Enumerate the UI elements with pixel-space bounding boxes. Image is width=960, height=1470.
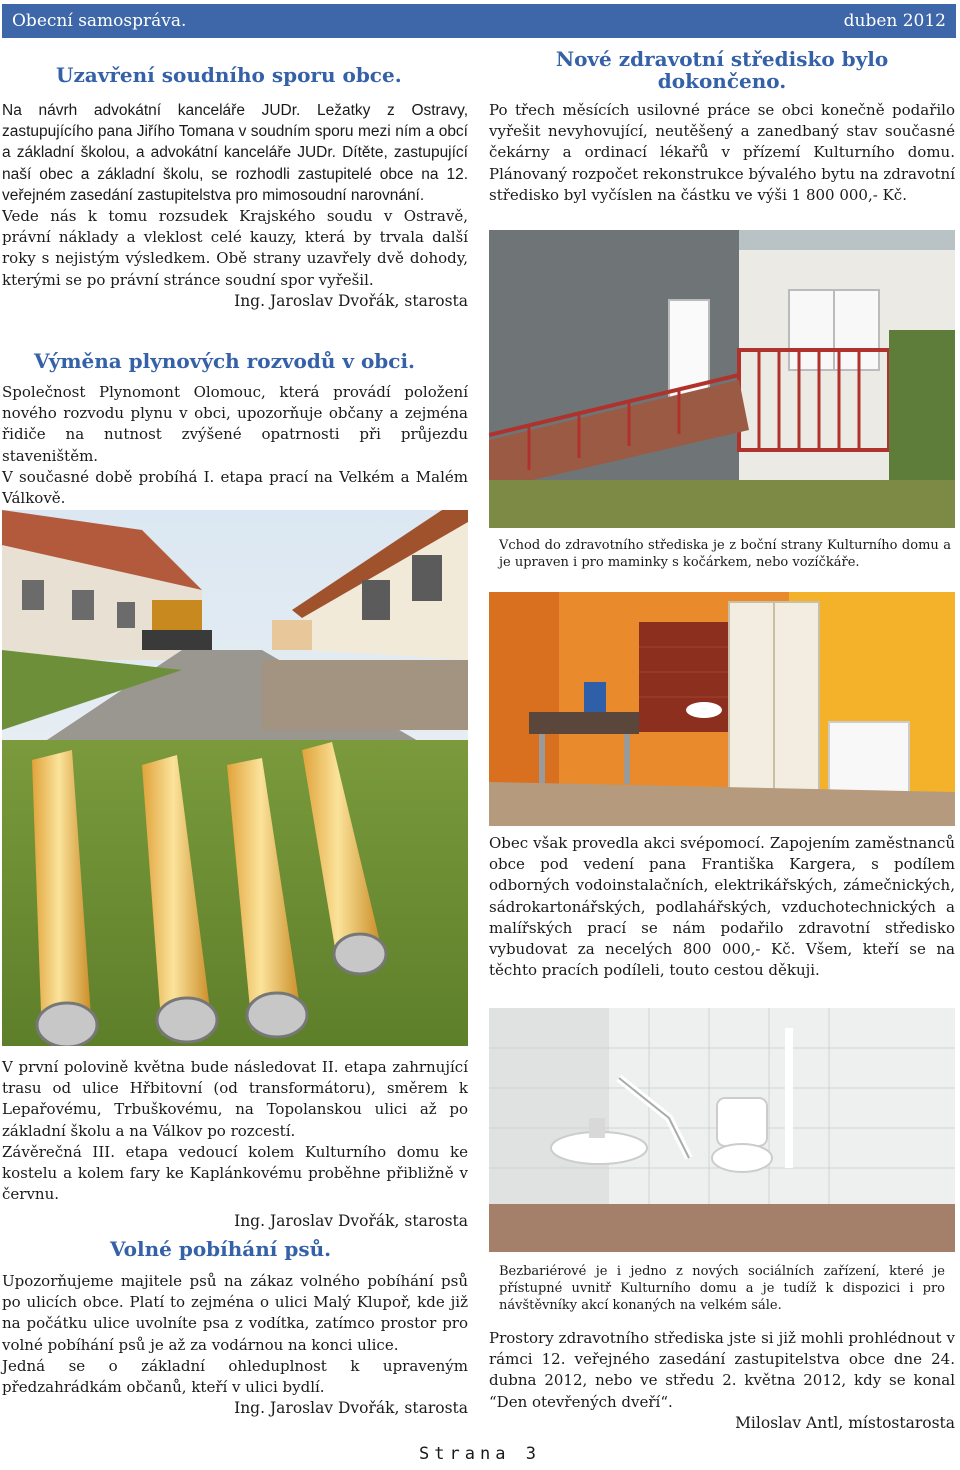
- photo-gas-pipes: [2, 510, 468, 1046]
- photo-health-centre-interior: [489, 592, 955, 826]
- photo-health-centre-entrance: [489, 230, 955, 528]
- article-paragraph: Vede nás k tomu rozsudek Krajského soudu v Ostravě, právní náklady a vleklost celé kauzy, která by trvala další roky s nejistým výsledkem. Obě strany uzavřely dvě dohody, kterými se po právní stránce soudní spor vyřešil.: [2, 207, 468, 289]
- article-paragraph: Jedná se o základní ohleduplnost k upraveným předzahrádkám občanů, kteří v ulici bydlí.: [2, 1356, 468, 1397]
- article-title-line1: Nové zdravotní středisko bylo: [555, 47, 889, 71]
- article-paragraph: Upozorňujeme majitele psů na zákaz volného pobíhání psů po ulicích obce. Platí to zejména o ulici Malý Klupoř, kde již na počátku ulice uvolníte psa z vodítka, zatímco prostor pro volné pobíhání psů je až za vodárnou na konci ulice.: [2, 1272, 468, 1354]
- article-health-centre: [489, 48, 955, 206]
- section-title: Obecní samospráva.: [12, 11, 187, 31]
- signature: Ing. Jaroslav Dvořák, starosta: [234, 1212, 468, 1231]
- photo-caption: Vchod do zdravotního střediska je z boční strany Kulturního domu a je upraven i pro maminky s kočárkem, nebo vozíčkáře.: [499, 538, 951, 570]
- article-paragraph: Na návrh advokátní kanceláře JUDr. Ležatky z Ostravy, zastupujícího pana Jiřího Tomana v soudním sporu mezi ním a obcí a základní školou, a advokátní kanceláře JUDr. Dítěte, zastupující naší obec a základní školu, se rozhodli zastupitelé obce na 12. veřejném zasedání zastupitelstva pro mimosoudní narovnání.: [2, 102, 468, 204]
- caption-toilet: [499, 1263, 945, 1314]
- caption-entrance: [499, 537, 951, 571]
- article-paragraph: Společnost Plynomont Olomouc, která provádí položení nového rozvodu plynu v obci, upozorňuje občany a zejména řidiče na nutnost zvýšené opatrnosti při průjezdu staveništěm.: [2, 383, 468, 465]
- surgery-room-image: [489, 592, 955, 826]
- signature: Miloslav Antl, místostarosta: [735, 1413, 955, 1432]
- article-paragraph: Závěrečná III. etapa vedoucí kolem Kulturního domu ke kostelu a kolem fary ke Kaplánkovému proběhne přibližně v červnu.: [2, 1142, 468, 1204]
- article-gas-pipeline-continued: [2, 1057, 468, 1232]
- signature: Ing. Jaroslav Dvořák, starosta: [234, 1399, 468, 1418]
- photo-accessible-toilet: [489, 1008, 955, 1252]
- page-number: Strana 3: [419, 1444, 541, 1464]
- article-paragraph: Prostory zdravotního střediska jste si již mohli prohlédnout v rámci 12. veřejného zasedání zastupitelstva obce dne 24. dubna 2012, nebo ve středu 2. května 2012, kdy se konal “Den otevřených dveří“.: [489, 1329, 955, 1411]
- issue-date: duben 2012: [843, 11, 946, 31]
- article-paragraph: Obec však provedla akci svépomocí. Zapojením zaměstnanců obce pod vedení pana Františka Kargera, s podílem odborných vodoinstalačních, elektrikářských, zámečnických, sádrokartonářských, podlahářských, vzduchotechnických a malířských prací se nám podařilo zdravotní středisko vybudovat za necelých 800 000,- Kč. Všem, kteří se na těchto pracích podíleli, touto cestou děkuji.: [489, 834, 955, 980]
- article-health-centre-continued: [489, 833, 955, 981]
- article-health-centre-end: [489, 1328, 955, 1434]
- toilet-image: [489, 1008, 955, 1252]
- article-dogs: [2, 1238, 468, 1419]
- article-title: Výměna plynových rozvodů v obci.: [34, 349, 416, 373]
- article-gas-pipeline: [2, 350, 468, 509]
- article-paragraph: V první polovině května bude následovat II. etapa zahrnující trasu od ulice Hřbitovní (od transformátoru), směrem k Lepařovému, Trbuškovému, na Topolanskou ulici až po základní školu a na Válkov po rozcestí.: [2, 1058, 468, 1140]
- article-title: Volné pobíhání psů.: [110, 1237, 332, 1261]
- article-title-line2: dokončeno.: [657, 69, 787, 93]
- article-paragraph: V současné době probíhá I. etapa prací na Velkém a Malém Válkově.: [2, 467, 468, 508]
- article-title: Uzavření soudního sporu obce.: [56, 63, 402, 87]
- street-construction-image: [2, 510, 468, 1046]
- page-header: [2, 4, 956, 38]
- entrance-ramp-image: [489, 230, 955, 528]
- article-court-dispute: [2, 64, 468, 312]
- signature: Ing. Jaroslav Dvořák, starosta: [234, 291, 468, 310]
- article-paragraph: Po třech měsících usilovné práce se obci konečně podařilo vyřešit nevyhovující, neutěšený a zanedbaný stav současné čekárny a ordinací lékařů v přízemí Kulturního domu. Plánovaný rozpočet rekonstrukce bývalého bytu na zdravotní středisko byl vyčíslen na částku ve výši 1 800 000,- Kč.: [489, 101, 955, 204]
- photo-caption: Bezbariérové je i jedno z nových sociálních zařízení, které je přístupné uvnitř Kulturního domu a je tudíž k dispozici i pro návštěvníky akcí konaných na velkém sále.: [499, 1264, 945, 1313]
